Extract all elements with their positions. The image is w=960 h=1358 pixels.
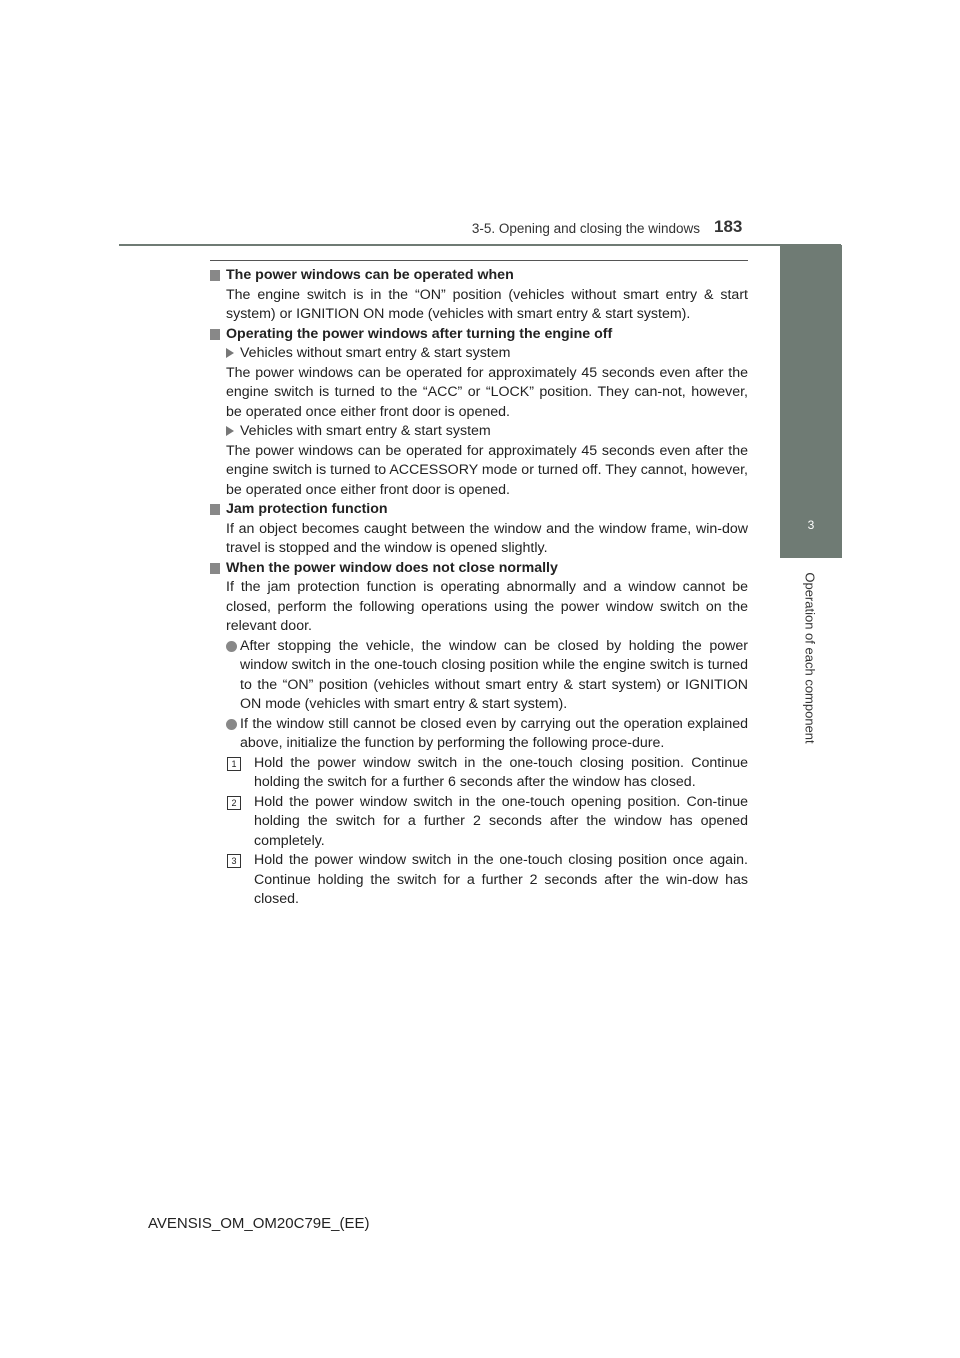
section-rule [210,260,748,261]
section-heading: Jam protection function [210,500,748,520]
list-item: After stopping the vehicle, the window can be closed by holding the power window switch in the one-touch closing position while the engine switch is turned to the “ON” position (vehicles without smart entry & start system) or IGNITION ON mode (vehicles with smart entry & start system). [210,637,748,715]
paragraph: If an object becomes caught between the window and the window frame, win-dow travel is stopped and the window is opened slightly. [226,520,748,556]
chapter-number: 3 [807,518,815,532]
subheading: Vehicles with smart entry & start system [210,422,748,442]
doc-code: AVENSIS_OM_OM20C79E_(EE) [148,1215,370,1232]
section-title: 3-5. Opening and closing the windows [471,221,700,236]
paragraph: The power windows can be operated for approximately 45 seconds even after the engine switch is turned to the “ACC” or “LOCK” position. They can-not, however, be operated once either front door is opened. [226,364,748,420]
paragraph: The engine switch is in the “ON” position (vehicles without smart entry & start system) or IGNITION ON mode (vehicles with smart entry & start system). [226,286,748,322]
header-rule [119,244,841,246]
step-item: 3 Hold the power window switch in the one-touch closing position once again. Continue holding the switch for a further 2 seconds after the win-dow has closed. [210,851,748,910]
square-bullet-icon [210,563,220,574]
main-content [210,266,748,910]
chapter-tab[interactable] [780,498,842,558]
subheading: Vehicles without smart entry & start system [210,344,748,364]
step-number: 2 [227,796,241,810]
triangle-bullet-icon [226,426,234,436]
section-heading: The power windows can be operated when [210,266,748,286]
square-bullet-icon [210,270,220,281]
page-number: 183 [714,217,743,236]
square-bullet-icon [210,329,220,340]
section-heading: When the power window does not close normally [210,559,748,579]
list-item: If the window still cannot be closed even by carrying out the operation explained above, initialize the function by performing the following proce-dure. [210,715,748,754]
step-number: 1 [227,757,241,771]
circle-bullet-icon [226,719,237,730]
square-bullet-icon [210,504,220,515]
sidebar-bar [780,245,842,498]
step-number: 3 [227,854,241,868]
step-item: 1 Hold the power window switch in the one-touch closing position. Continue holding the switch for a further 6 seconds after the window has closed. [210,754,748,793]
step-item: 2 Hold the power window switch in the one-touch opening position. Con-tinue holding the switch for a further 2 seconds after the window has opened completely. [210,793,748,852]
paragraph: The power windows can be operated for approximately 45 seconds even after the engine switch is turned to ACCESSORY mode or turned off. They cannot, however, be operated once either front door is opened. [226,442,748,498]
circle-bullet-icon [226,641,237,652]
chapter-title: Operation of each component [802,572,818,744]
paragraph: If the jam protection function is operating abnormally and a window cannot be closed, perform the following operations using the power window switch on the relevant door. [226,579,748,634]
section-heading: Operating the power windows after turning the engine off [210,325,748,345]
triangle-bullet-icon [226,348,234,358]
